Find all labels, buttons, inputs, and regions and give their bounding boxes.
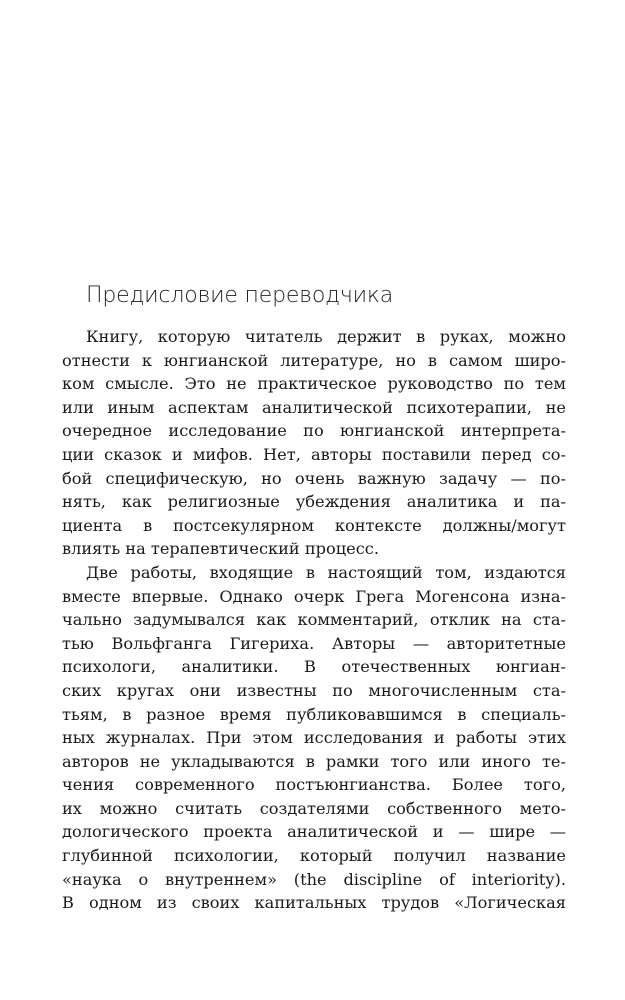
body-text (62, 325, 566, 915)
text-line: нять, как религиозные убеждения аналитика и па- (62, 492, 566, 512)
text-line: или иным аспектам аналитической психотерапии, не (62, 397, 566, 417)
text-line: чально задумывался как комментарий, отклик на ста- (62, 610, 566, 630)
text-line: Книгу, которую читатель держит в руках, можно (86, 327, 566, 346)
text-line: тью Вольфганга Гигериха. Авторы — авторитетные (62, 633, 566, 653)
text-line: ции сказок и мифов. Нет, авторы поставили перед со- (62, 444, 566, 464)
text-line: ных журналах. При этом исследования и работы этих (62, 728, 566, 748)
text-line: глубинной психологии, который получил название (62, 846, 566, 866)
text-line: «наука о внутреннем» (the discipline of interiority). (62, 869, 566, 889)
text-line: В одном из своих капитальных трудов «Логическая (62, 893, 566, 913)
text-line: Две работы, входящие в настоящий том, издаются (86, 562, 566, 582)
text-line: отнести к юнгианской литературе, но в самом широ- (62, 350, 566, 370)
text-line: влиять на терапевтический процесс. (62, 539, 380, 559)
text-line: ских кругах они известны по многочисленным ста- (62, 680, 566, 700)
text-line: дологического проекта аналитической и — шире — (62, 822, 566, 842)
text-line: вместе впервые. Однако очерк Грега Могенсона изна- (62, 586, 566, 606)
text-line: психологи, аналитики. В отечественных юнгиан- (62, 657, 566, 677)
text-line: очередное исследование по юнгианской интерпрета- (62, 421, 566, 441)
text-line: тьям, в разное время публиковавшимся в специаль- (62, 704, 566, 724)
text-line: авторов не укладываются в рамки того или иного те- (62, 751, 566, 771)
text-line: чения современного постъюнгианства. Более того, (62, 775, 566, 795)
text-line: их можно считать создателями собственного мето- (62, 798, 566, 818)
text-line: бой специфическую, но очень важную задачу — по- (62, 468, 566, 488)
chapter-heading: Предисловие переводчика (86, 283, 394, 308)
text-line: ком смысле. Это не практическое руководство по тем (62, 374, 566, 394)
text-line: циента в постсекулярном контексте должны/могут (62, 515, 566, 535)
